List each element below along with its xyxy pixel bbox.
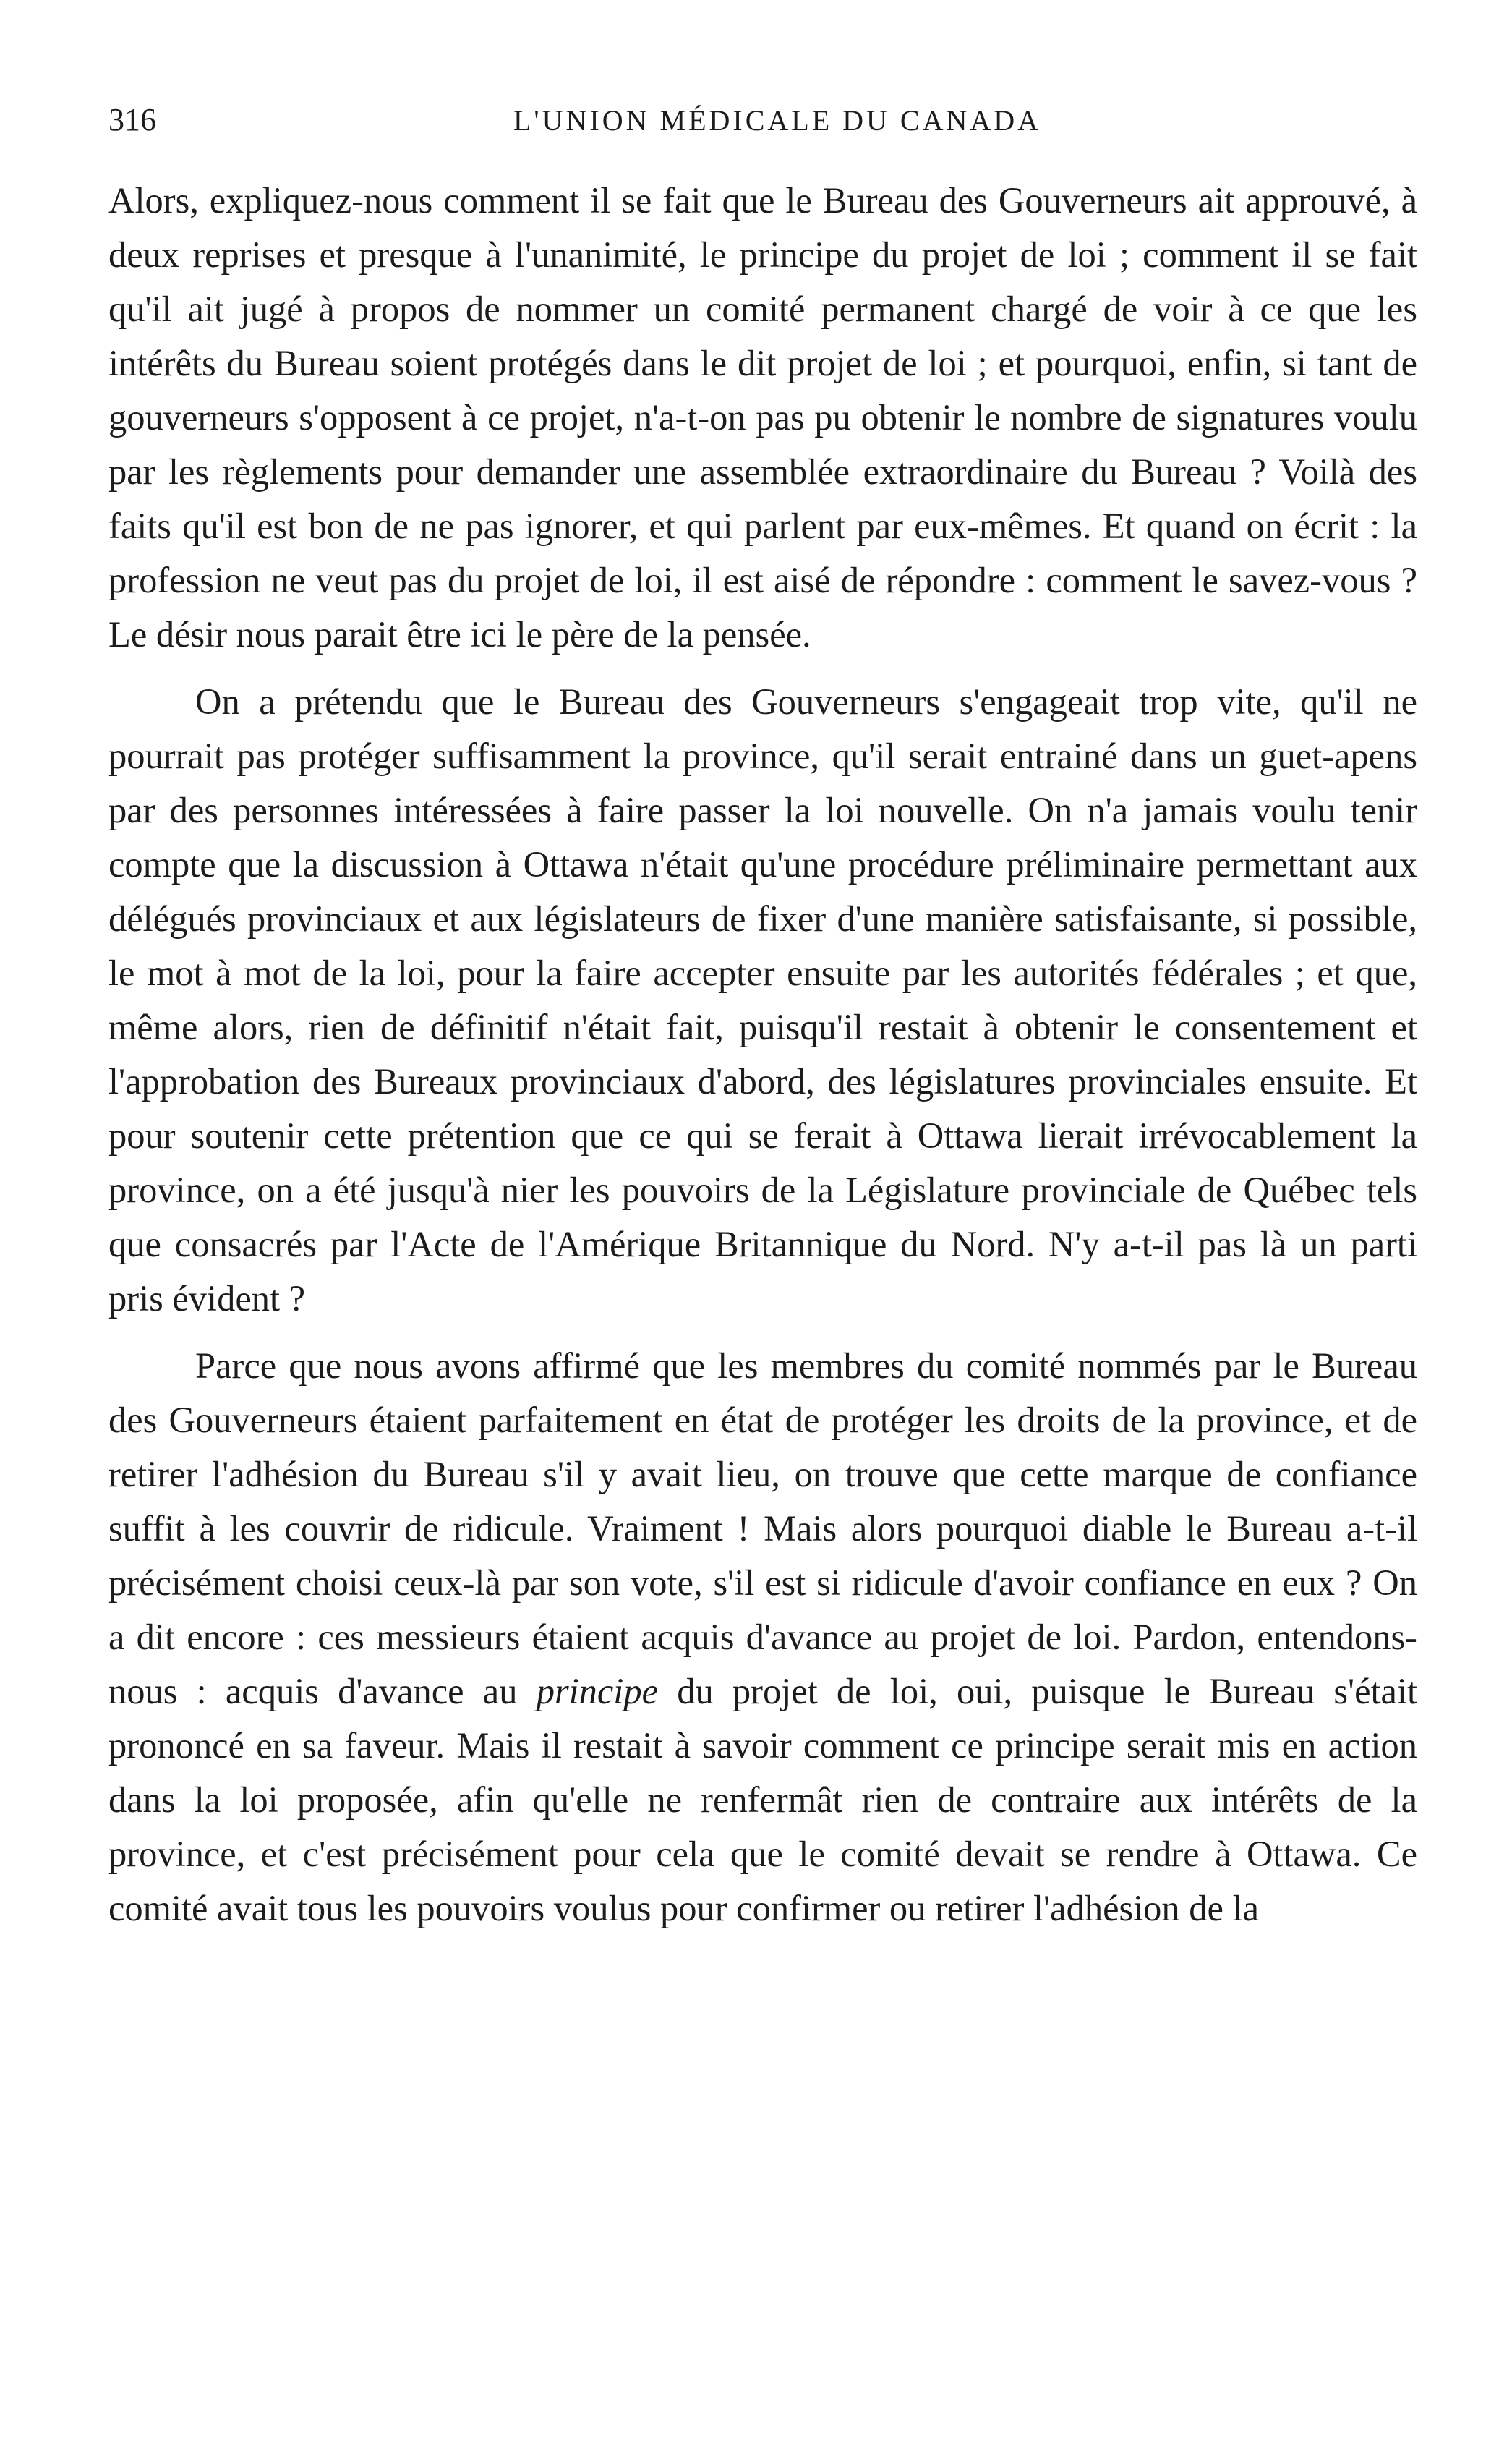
paragraph-3-text-start: Parce que nous avons affirmé que les membres du comité nommés par le Bureau des Gouverneurs étaient parfaitement en état de protéger les droits de la province, et de retirer l'adhésion du Bureau s'il y avait lieu, on trouve que cette marque de confiance suffit à les couvrir de ridicule. Vraiment ! Mais alors pourquoi diable le Bureau a-t-il précisément choisi ceux-là par son vote, s'il est si ridicule d'avoir confiance en eux ? On a dit encore : ces messieurs étaient acquis d'avance au projet de loi. Pardon, entendons-nous : acquis d'avance au [108, 1345, 1417, 1711]
paragraph-1: Alors, expliquez-nous comment il se fait que le Bureau des Gouverneurs ait approuvé, à deux reprises et presque à l'unanimité, le principe du projet de loi ; comment il se fait qu'il ait jugé à propos de nommer un comité permanent chargé de voir à ce que les intérêts du Bureau soient protégés dans le dit projet de loi ; et pourquoi, enfin, si tant de gouverneurs s'opposent à ce projet, n'a-t-on pas pu obtenir le nombre de signatures voulu par les règlements pour demander une assemblée extraordinaire du Bureau ? Voilà des faits qu'il est bon de ne pas ignorer, et qui parlent par eux-mêmes. Et quand on écrit : la profession ne veut pas du projet de loi, il est aisé de répondre : comment le savez-vous ? Le désir nous parait être ici le père de la pensée. [108, 180, 1417, 655]
italic-principe: principe [536, 1671, 658, 1711]
running-head [108, 101, 1417, 152]
paragraph-3-text-end: du projet de loi, oui, puisque le Bureau s'était prononcé en sa faveur. Mais il restait à savoir comment ce principe serait mis en action dans la loi proposée, afin qu'elle ne renfermât rien de contraire aux intérêts de la province, et c'est précisément pour cela que le comité devait se rendre à Ottawa. Ce comité avait tous les pouvoirs voulus pour confirmer ou retirer l'adhésion de la [108, 1671, 1417, 1928]
page-number: 316 [108, 102, 156, 137]
document-page [108, 101, 1417, 1949]
paragraph-2: On a prétendu que le Bureau des Gouverneurs s'engageait trop vite, qu'il ne pourrait pas protéger suffisamment la province, qu'il serait entrainé dans un guet-apens par des personnes intéressées à faire passer la loi nouvelle. On n'a jamais voulu tenir compte que la discussion à Ottawa n'était qu'une procédure préliminaire permettant aux délégués provinciaux et aux législateurs de fixer d'une manière satisfaisante, si possible, le mot à mot de la loi, pour la faire accepter ensuite par les autorités fédérales ; et que, même alors, rien de définitif n'était fait, puisqu'il restait à obtenir le consentement et l'approbation des Bureaux provinciaux d'abord, des législatures provinciales ensuite. Et pour soutenir cette prétention que ce qui se ferait à Ottawa lierait irrévocablement la province, on a été jusqu'à nier les pouvoirs de la Législature provinciale de Québec tels que consacrés par l'Acte de l'Amérique Britannique du Nord. N'y a-t-il pas là un parti pris évident ? [108, 681, 1417, 1319]
paragraph-3 [108, 1339, 1417, 1936]
body-text [108, 174, 1417, 1936]
journal-title: L'UNION MÉDICALE DU CANADA [513, 104, 1042, 137]
